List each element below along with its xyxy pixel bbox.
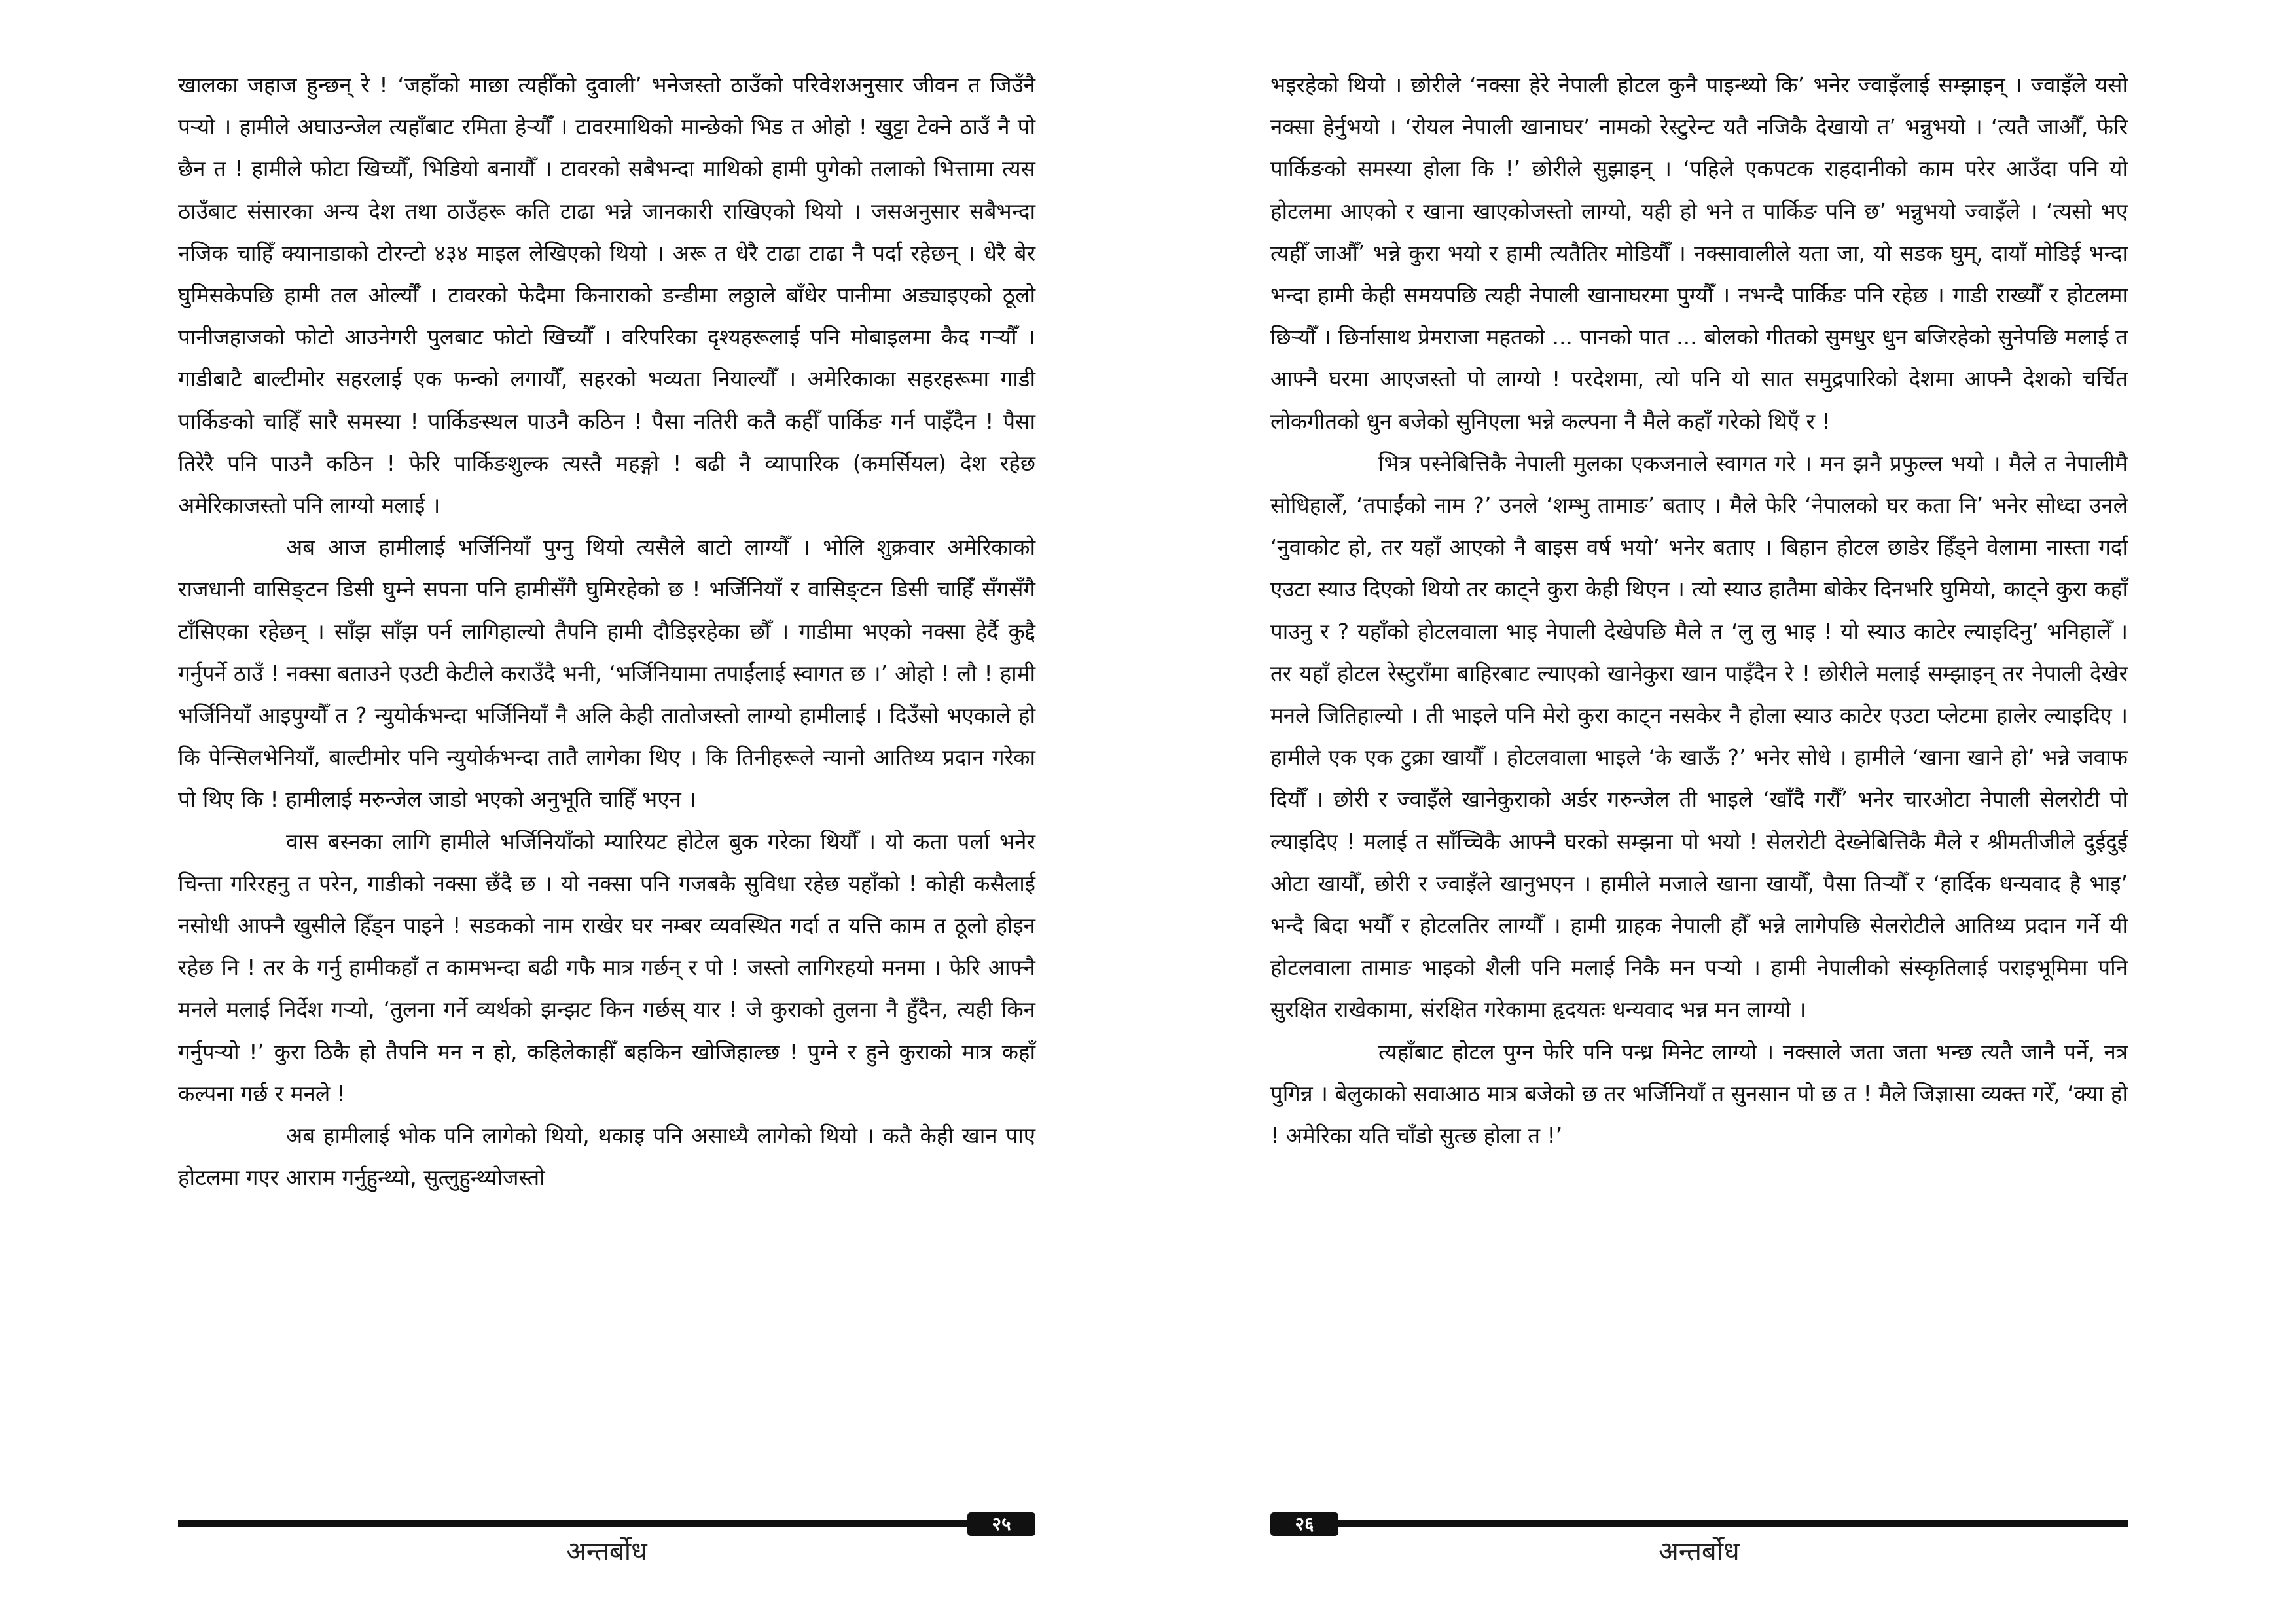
journal-name: अन्तर्बोध bbox=[566, 1537, 647, 1567]
body-paragraph: अब आज हामीलाई भर्जिनियाँ पुग्नु थियो त्यसैले बाटो लाग्यौँ । भोलि शुक्रवार अमेरिकाको राजधानी वासिङ्टन डिसी घुम्ने सपना पनि हामीसँगै घुमिरहेको छ ! भर्जिनियाँ र वासिङ्टन डिसी चाहिँ सँगसँगै टाँसिएका रहेछन् । साँझ साँझ पर्न लागिहाल्यो तैपनि हामी दौडिइरहेका छौँ । गाडीमा भएको नक्सा हेर्दै कुद्दै गर्नुपर्ने ठाउँ ! नक्सा बताउने एउटी केटीले कराउँदै भनी, ‘भर्जिनियामा तपाईंलाई स्वागत छ ।’ ओहो ! लौ ! हामी भर्जिनियाँ आइपुग्यौँ त ? न्युयोर्कभन्दा भर्जिनियाँ नै अलि केही तातोजस्तो लाग्यो हामीलाई । दिउँसो भएकाले हो कि पेन्सिलभेनियाँ, बाल्टीमोर पनि न्युयोर्कभन्दा तातै लागेका थिए । कि तिनीहरूले न्यानो आतिथ्य प्रदान गरेका पो थिए कि ! हामीलाई मरुन्जेल जाडो भएको अनुभूति चाहिँ भएन । bbox=[178, 534, 1035, 812]
left-page-body bbox=[178, 64, 1035, 1199]
body-paragraph: खालका जहाज हुन्छन् रे ! ‘जहाँको माछा त्यहीँको दुवाली’ भनेजस्तो ठाउँको परिवेशअनुसार जीवन त जिउँनै पऱ्यो । हामीले अघाउन्जेल त्यहाँबाट रमिता हेऱ्यौँ । टावरमाथिको मान्छेको भिड त ओहो ! खुट्टा टेक्ने ठाउँ नै पो छैन त ! हामीले फोटा खिच्यौँ, भिडियो बनायौँ । टावरको सबैभन्दा माथिको हामी पुगेको तलाको भित्तामा त्यस ठाउँबाट संसारका अन्य देश तथा ठाउँहरू कति टाढा भन्ने जानकारी राखिएको थियो । जसअनुसार सबैभन्दा नजिक चाहिँ क्यानाडाको टोरन्टो ४३४ माइल लेखिएको थियो । अरू त धेरै टाढा टाढा नै पर्दा रहेछन् । धेरै बेर घुमिसकेपछि हामी तल ओर्ल्यौँ । टावरको फेदैमा किनाराको डन्डीमा लठ्ठाले बाँधेर पानीमा अड्याइएको ठूलो पानीजहाजको फोटो आउनेगरी पुलबाट फोटो खिच्यौँ । वरिपरिका दृश्यहरूलाई पनि मोबाइलमा कैद गऱ्यौँ । गाडीबाटै बाल्टीमोर सहरलाई एक फन्को लगायौँ, सहरको भव्यता नियाल्यौँ । अमेरिकाका सहरहरूमा गाडी पार्किङको चाहिँ सारै समस्या ! पार्किङस्थल पाउनै कठिन ! पैसा नतिरी कतै कहीँ पार्किङ गर्न पाइँदैन ! पैसा तिरेरै पनि पाउनै कठिन ! फेरि पार्किङशुल्क त्यस्तै महङ्गो ! बढी नै व्यापारिक (कमर्सियल) देश रहेछ अमेरिकाजस्तो पनि लाग्यो मलाई । bbox=[178, 72, 1035, 519]
body-paragraph: भित्र पस्नेबित्तिकै नेपाली मुलका एकजनाले स्वागत गरे । मन झनै प्रफुल्ल भयो । मैले त नेपालीमै सोधिहालेँ, ‘तपाईंको नाम ?’ उनले ‘शम्भु तामाङ’ बताए । मैले फेरि ‘नेपालको घर कता नि’ भनेर सोध्दा उनले ‘नुवाकोट हो, तर यहाँ आएको नै बाइस वर्ष भयो’ भनेर बताए । बिहान होटल छाडेर हिँड्ने वेलामा नास्ता गर्दा एउटा स्याउ दिएको थियो तर काट्ने कुरा केही थिएन । त्यो स्याउ हातैमा बोकेर दिनभरि घुमियो, काट्ने कुरा कहाँ पाउनु र ? यहाँको होटलवाला भाइ नेपाली देखेपछि मैले त ‘लु लु भाइ ! यो स्याउ काटेर ल्याइदिनु’ भनिहालेँ । तर यहाँ होटल रेस्टुराँमा बाहिरबाट ल्याएको खानेकुरा खान पाइँदैन रे ! छोरीले मलाई सम्झाइन् तर नेपाली देखेर मनले जितिहाल्यो । ती भाइले पनि मेरो कुरा काट्न नसकेर नै होला स्याउ काटेर एउटा प्लेटमा हालेर ल्याइदिए । हामीले एक एक टुक्रा खायौँ । होटलवाला भाइले ‘के खाऊँ ?’ भनेर सोधे । हामीले ‘खाना खाने हो’ भन्ने जवाफ दियौँ । छोरी र ज्वाइँले खानेकुराको अर्डर गरुन्जेल ती भाइले ‘खाँदै गरौँ’ भनेर चारओटा नेपाली सेलरोटी पो ल्याइदिए ! मलाई त साँच्चिकै आफ्नै घरको सम्झना पो भयो ! सेलरोटी देख्नेबित्तिकै मैले र श्रीमतीजीले दुईदुई ओटा खायौँ, छोरी र ज्वाइँले खानुभएन । हामीले मजाले खाना खायौँ, पैसा तिर्‍यौँ र ‘हार्दिक धन्यवाद है भाइ’ भन्दै बिदा भयौँ र होटलतिर लाग्यौँ । हामी ग्राहक नेपाली हौँ भन्ने लागेपछि सेलरोटीले आतिथ्य प्रदान गर्ने यी होटलवाला तामाङ भाइको शैली पनि मलाई निकै मन पर्‍यो । हामी नेपालीको संस्कृतिलाई पराइभूमिमा पनि सुरक्षित राखेकामा, संरक्षित गरेकामा हृदयतः धन्यवाद भन्न मन लाग्यो । bbox=[1270, 450, 2128, 1023]
body-paragraph: वास बस्नका लागि हामीले भर्जिनियाँको म्यारियट होटेल बुक गरेका थियौँ । यो कता पर्ला भनेर चिन्ता गरिरहनु त परेन, गाडीको नक्सा छँदै छ । यो नक्सा पनि गजबकै सुविधा रहेछ यहाँको ! कोही कसैलाई नसोधी आफ्नै खुसीले हिँड्न पाइने ! सडकको नाम राखेर घर नम्बर व्यवस्थित गर्दा त यत्ति काम त ठूलो होइन रहेछ नि ! तर के गर्नु हामीकहाँ त कामभन्दा बढी गफै मात्र गर्छन् र पो ! जस्तो लागिरहयो मनमा । फेरि आफ्नै मनले मलाई निर्देश गऱ्यो, ‘तुलना गर्ने व्यर्थको झन्झट किन गर्छस् यार ! जे कुराको तुलना नै हुँदैन, त्यही किन गर्नुपऱ्यो !’ कुरा ठिकै हो तैपनि मन न हो, कहिलेकाहीँ बहकिन खोजिहाल्छ ! पुग्ने र हुने कुराको मात्र कहाँ कल्पना गर्छ र मनले ! bbox=[178, 828, 1035, 1106]
right-page-body bbox=[1270, 64, 2128, 1157]
page-number: २५ bbox=[967, 1512, 1035, 1536]
right-page bbox=[1148, 0, 2296, 1623]
page-number: २६ bbox=[1270, 1512, 1338, 1536]
body-paragraph: त्यहाँबाट होटल पुग्न फेरि पनि पन्ध्र मिनेट लाग्यो । नक्साले जता जता भन्छ त्यतै जानै पर्ने, नत्र पुगिन्न । बेलुकाको सवाआठ मात्र बजेको छ तर भर्जिनियाँ त सुनसान पो छ त ! मैले जिज्ञासा व्यक्त गरेँ, ‘क्या हो ! अमेरिका यति चाँडो सुत्छ होला त !’ bbox=[1270, 1038, 2128, 1149]
body-paragraph: अब हामीलाई भोक पनि लागेको थियो, थकाइ पनि असाध्यै लागेको थियो । कतै केही खान पाए होटलमा गएर आराम गर्नुहुन्थ्यो, सुत्लुहुन्थ्योजस्तो bbox=[178, 1123, 1035, 1191]
footer-rule bbox=[1338, 1520, 2128, 1527]
body-paragraph: भइरहेको थियो । छोरीले ‘नक्सा हेरे नेपाली होटल कुनै पाइन्थ्यो कि’ भनेर ज्वाइँलाई सम्झाइन् । ज्वाइँले यसो नक्सा हेर्नुभयो । ‘रोयल नेपाली खानाघर’ नामको रेस्टुरेन्ट यतै नजिकै देखायो त’ भन्नुभयो । ‘त्यतै जाऔँ, फेरि पार्किङको समस्या होला कि !’ छोरीले सुझाइन् । ‘पहिले एकपटक राहदानीको काम परेर आउँदा पनि यो होटलमा आएको र खाना खाएकोजस्तो लाग्यो, यही हो भने त पार्किङ पनि छ’ भन्नुभयो ज्वाइँले । ‘त्यसो भए त्यहीँ जाऔँ’ भन्ने कुरा भयो र हामी त्यतैतिर मोडियौँ । नक्सावालीले यता जा, यो सडक घुम्, दायाँ मोडिई भन्दा भन्दा हामी केही समयपछि त्यही नेपाली खानाघरमा पुग्यौँ । नभन्दै पार्किङ पनि रहेछ । गाडी राख्यौँ र होटलमा छिर्‍यौँ । छिर्नासाथ प्रेमराजा महतको ... पानको पात ... बोलको गीतको सुमधुर धुन बजिरहेको सुनेपछि मलाई त आफ्नै घरमा आएजस्तो पो लाग्यो ! परदेशमा, त्यो पनि यो सात समुद्रपारिको देशमा आफ्नै देशको चर्चित लोकगीतको धुन बजेको सुनिएला भन्ने कल्पना नै मैले कहाँ गरेको थिएँ र ! bbox=[1270, 72, 2128, 434]
footer-rule bbox=[178, 1520, 967, 1527]
journal-name: अन्तर्बोध bbox=[1659, 1537, 1740, 1567]
